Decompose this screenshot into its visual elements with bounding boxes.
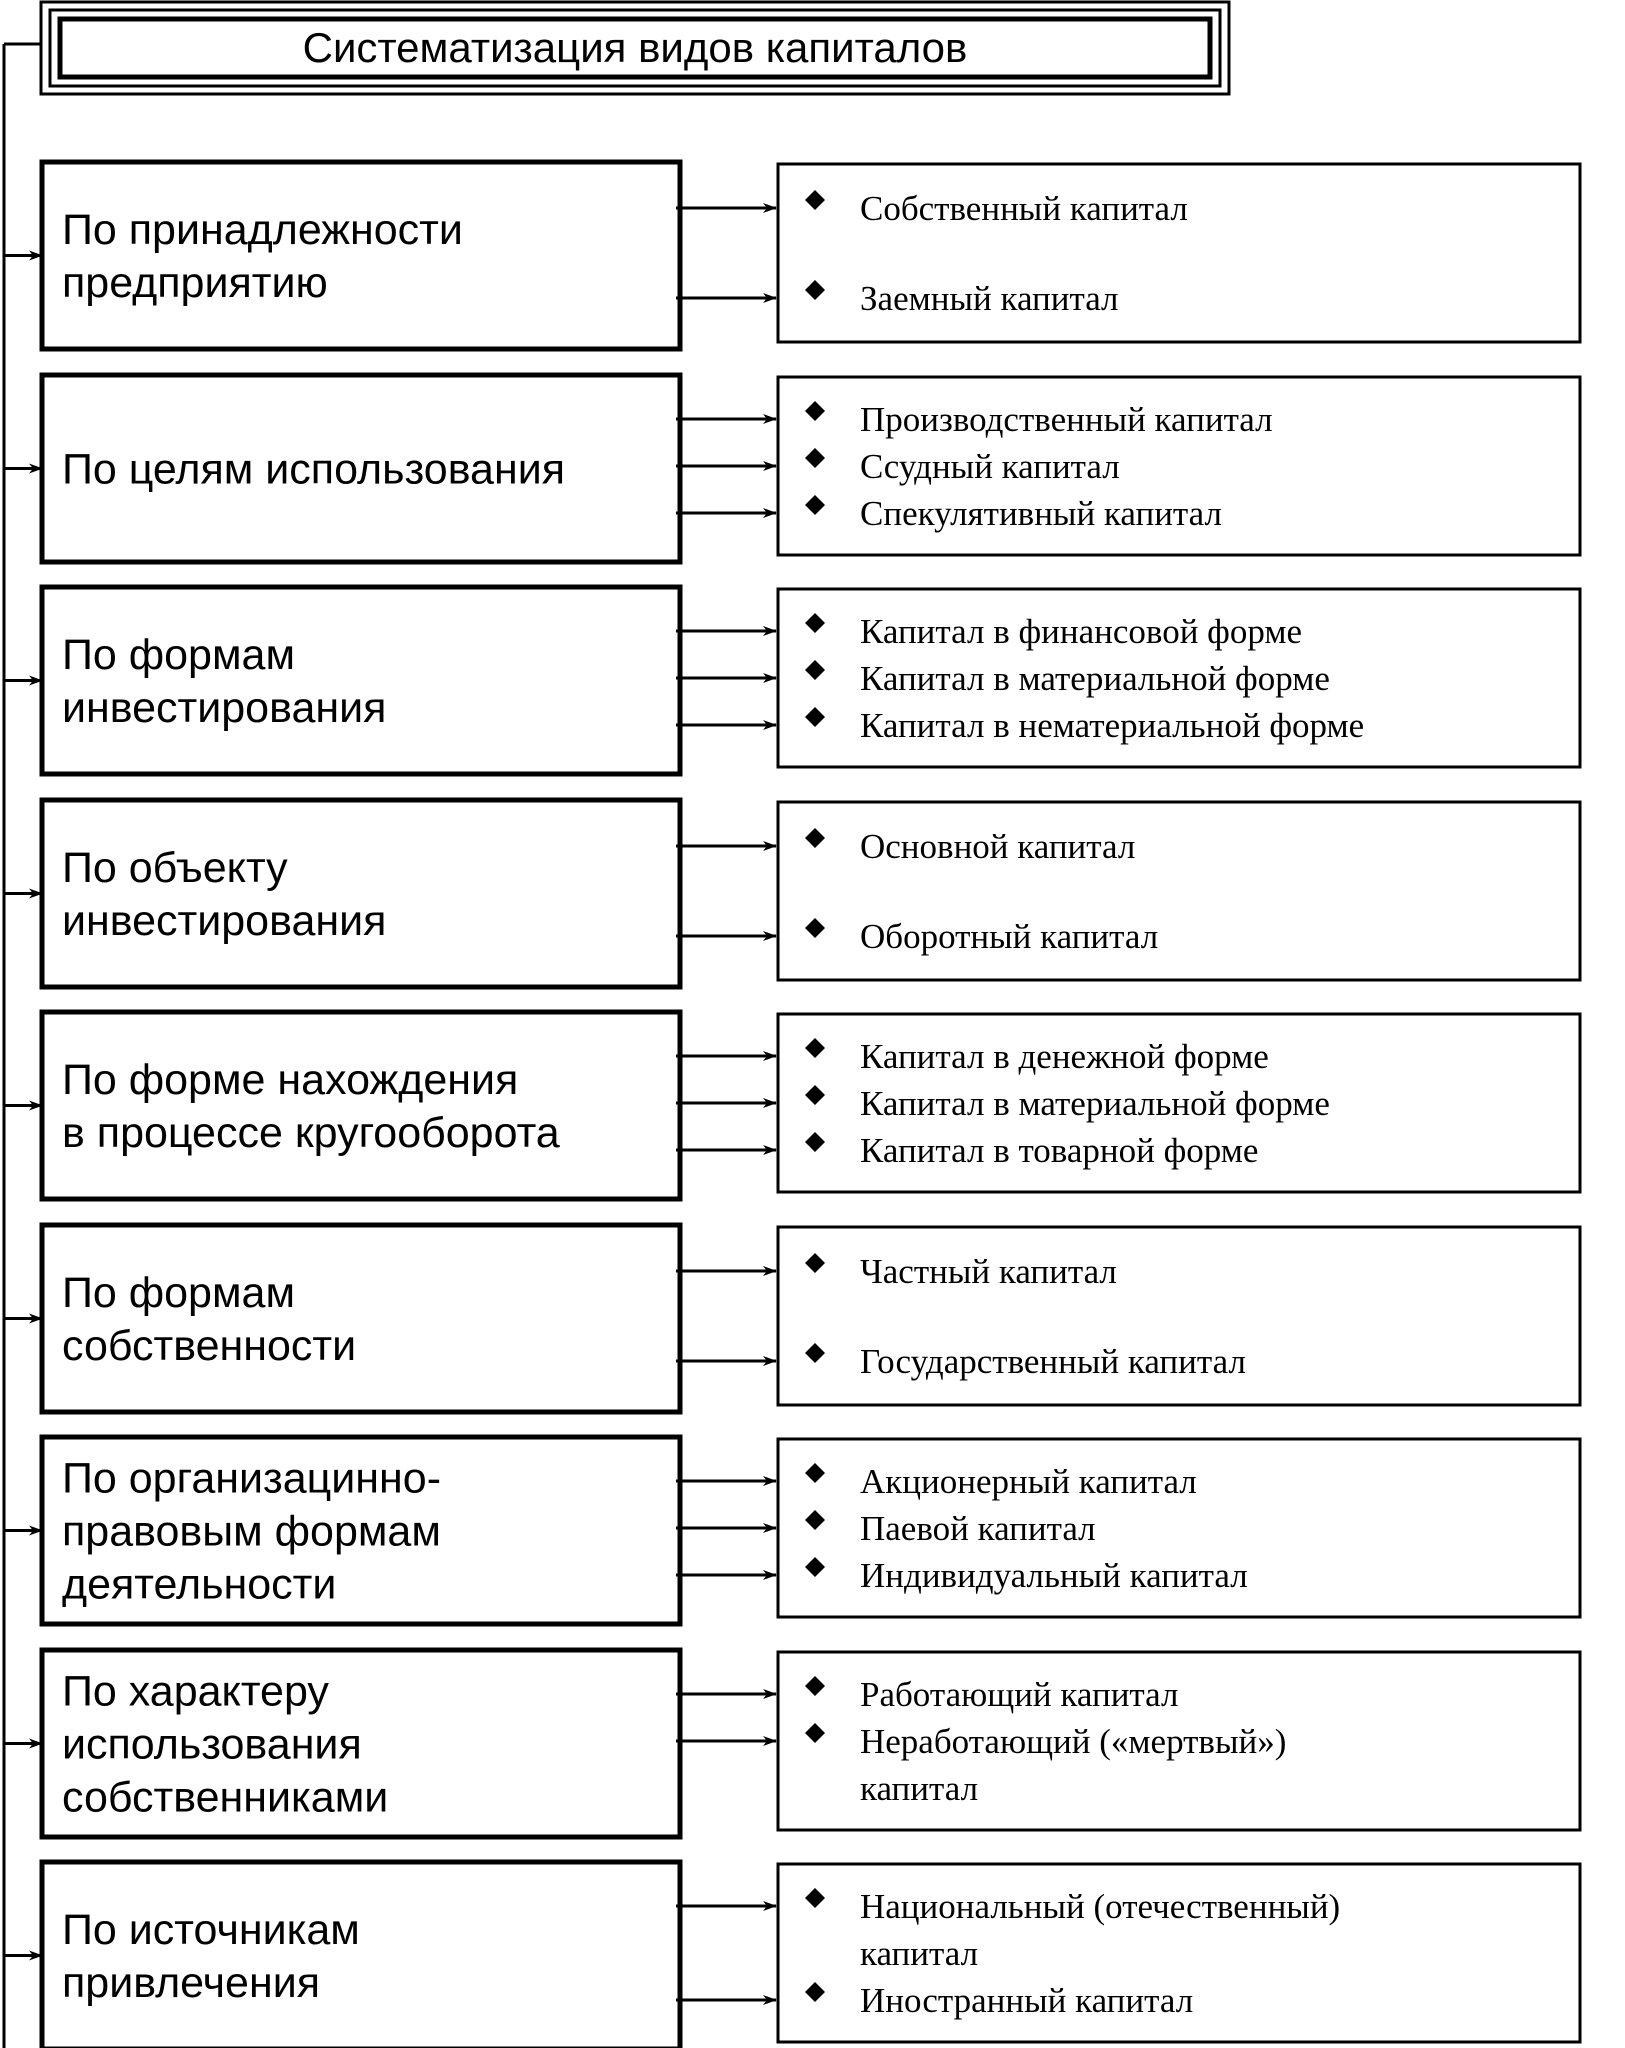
capital-item: Акционерный капитал [860,1462,1197,1501]
category-row [4,1225,1580,1412]
capital-item: капитал [860,1769,979,1808]
category-label: предприятию [62,259,328,307]
capital-item: Частный капитал [860,1252,1117,1291]
capital-item: капитал [860,1934,979,1973]
category-row [4,1650,1580,1837]
category-label: По объекту [62,844,288,892]
capital-item: Собственный капитал [860,189,1188,228]
category-label: По организацинно- [62,1454,442,1503]
category-label: собственности [62,1322,357,1370]
capital-item: Заемный капитал [860,279,1119,318]
capital-item: Иностранный капитал [860,1981,1194,2020]
capital-item: Государственный капитал [860,1342,1246,1381]
category-row [4,375,1580,562]
category-label: инвестирования [62,897,387,945]
category-label: деятельности [62,1560,337,1609]
category-box [42,1225,680,1412]
capital-item: Работающий капитал [860,1675,1179,1714]
title-box [41,2,1229,94]
category-label: По целям использования [62,445,566,494]
category-label: собственниками [62,1773,389,1822]
diagram-title: Систематизация видов капиталов [302,24,968,71]
category-box [42,1012,680,1199]
capital-item: Индивидуальный капитал [860,1556,1248,1595]
category-row [4,1437,1580,1624]
category-label: По формам [62,1269,296,1317]
category-box [42,587,680,774]
capital-item: Паевой капитал [860,1509,1096,1548]
category-rows [4,162,1580,2048]
category-row [4,162,1580,349]
category-row [4,587,1580,774]
category-row [4,1012,1580,1199]
category-label: привлечения [62,1959,321,2007]
category-label: в процессе кругооборота [62,1109,560,1157]
category-box [42,800,680,987]
category-label: По источникам [62,1906,360,1954]
capital-item: Производственный капитал [860,400,1273,439]
capital-item: Капитал в материальной форме [860,659,1330,698]
category-label: использования [62,1720,362,1769]
category-label: По характеру [62,1667,329,1716]
category-label: По принадлежности [62,206,463,254]
capital-item: Спекулятивный капитал [860,494,1222,533]
capital-item: Ссудный капитал [860,447,1120,486]
category-box [42,162,680,349]
capital-item: Капитал в нематериальной форме [860,706,1365,745]
capital-item: Капитал в материальной форме [860,1084,1330,1123]
capital-item: Капитал в товарной форме [860,1131,1259,1170]
category-label: По формам [62,631,296,679]
category-row [4,800,1580,987]
spine [4,44,41,2048]
category-box [42,1862,680,2048]
category-label: По форме нахождения [62,1056,519,1104]
capital-item: Национальный (отечественный) [860,1887,1341,1926]
capital-item: Капитал в денежной форме [860,1037,1269,1076]
capital-item: Оборотный капитал [860,917,1159,956]
category-label: инвестирования [62,684,387,732]
capital-item: Капитал в финансовой форме [860,612,1303,651]
capital-item: Неработающий («мертвый») [860,1722,1287,1761]
category-row [4,1862,1580,2048]
capital-item: Основной капитал [860,827,1136,866]
category-label: правовым формам [62,1507,441,1556]
